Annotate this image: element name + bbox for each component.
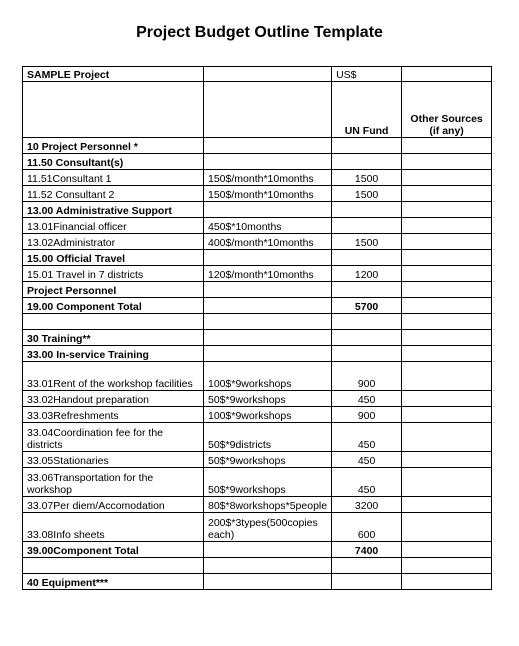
un-fund-cell: 450 bbox=[332, 452, 402, 468]
un-fund-cell: 7400 bbox=[332, 542, 402, 558]
other-sources-cell bbox=[402, 234, 492, 250]
table-row bbox=[23, 330, 492, 346]
un-fund-header: UN Fund bbox=[332, 82, 402, 138]
item-cell: 19.00 Component Total bbox=[23, 298, 204, 314]
item-cell: 15.00 Official Travel bbox=[23, 250, 204, 266]
detail-cell bbox=[204, 558, 332, 574]
table-row bbox=[23, 574, 492, 590]
detail-cell: 450$*10months bbox=[204, 218, 332, 234]
table-row bbox=[23, 558, 492, 574]
item-cell: 33.05Stationaries bbox=[23, 452, 204, 468]
table-row bbox=[23, 513, 492, 542]
other-sources-cell bbox=[402, 154, 492, 170]
un-fund-cell bbox=[332, 138, 402, 154]
detail-cell bbox=[204, 202, 332, 218]
item-cell: 11.50 Consultant(s) bbox=[23, 154, 204, 170]
other-sources-cell bbox=[402, 330, 492, 346]
table-row bbox=[23, 346, 492, 362]
item-cell: 10 Project Personnel * bbox=[23, 138, 204, 154]
un-fund-cell bbox=[332, 346, 402, 362]
item-cell bbox=[23, 314, 204, 330]
header-blank-cell bbox=[23, 82, 204, 138]
other-sources-cell bbox=[402, 558, 492, 574]
header-blank-cell bbox=[204, 67, 332, 82]
un-fund-cell: 900 bbox=[332, 407, 402, 423]
un-fund-cell: 1500 bbox=[332, 170, 402, 186]
table-row bbox=[23, 154, 492, 170]
detail-cell: 50$*9districts bbox=[204, 423, 332, 452]
item-cell: 13.00 Administrative Support bbox=[23, 202, 204, 218]
un-fund-cell bbox=[332, 202, 402, 218]
other-sources-cell bbox=[402, 362, 492, 391]
table-row bbox=[23, 266, 492, 282]
header-row-2 bbox=[23, 82, 492, 138]
table-row bbox=[23, 542, 492, 558]
detail-cell: 200$*3types(500copies each) bbox=[204, 513, 332, 542]
un-fund-cell bbox=[332, 154, 402, 170]
table-row bbox=[23, 250, 492, 266]
other-sources-cell bbox=[402, 170, 492, 186]
other-sources-cell bbox=[402, 423, 492, 452]
table-row bbox=[23, 282, 492, 298]
detail-cell bbox=[204, 138, 332, 154]
currency-cell: US$ bbox=[332, 67, 402, 82]
un-fund-cell bbox=[332, 250, 402, 266]
un-fund-cell: 900 bbox=[332, 362, 402, 391]
detail-cell bbox=[204, 314, 332, 330]
table-row bbox=[23, 234, 492, 250]
other-sources-cell bbox=[402, 346, 492, 362]
item-cell: 33.01Rent of the workshop facilities bbox=[23, 362, 204, 391]
other-sources-cell bbox=[402, 542, 492, 558]
document-title: Project Budget Outline Template bbox=[136, 24, 383, 41]
header-blank-cell bbox=[402, 67, 492, 82]
project-name-cell: SAMPLE Project bbox=[23, 67, 204, 82]
detail-cell bbox=[204, 330, 332, 346]
un-fund-cell bbox=[332, 330, 402, 346]
un-fund-cell: 450 bbox=[332, 468, 402, 497]
un-fund-cell: 450 bbox=[332, 423, 402, 452]
un-fund-cell: 600 bbox=[332, 513, 402, 542]
un-fund-cell: 3200 bbox=[332, 497, 402, 513]
other-sources-header: Other Sources (if any) bbox=[402, 82, 492, 138]
un-fund-cell bbox=[332, 558, 402, 574]
item-cell: 15.01 Travel in 7 districts bbox=[23, 266, 204, 282]
detail-cell: 80$*8workshops*5people bbox=[204, 497, 332, 513]
table-row bbox=[23, 423, 492, 452]
header-blank-cell bbox=[204, 82, 332, 138]
table-row bbox=[23, 497, 492, 513]
item-cell: 30 Training** bbox=[23, 330, 204, 346]
table-row bbox=[23, 391, 492, 407]
other-sources-cell bbox=[402, 138, 492, 154]
item-cell: 33.07Per diem/Accomodation bbox=[23, 497, 204, 513]
detail-cell bbox=[204, 298, 332, 314]
detail-cell: 50$*9workshops bbox=[204, 391, 332, 407]
table-row bbox=[23, 314, 492, 330]
other-sources-cell bbox=[402, 250, 492, 266]
un-fund-cell: 450 bbox=[332, 391, 402, 407]
table-row bbox=[23, 186, 492, 202]
detail-cell: 120$/month*10months bbox=[204, 266, 332, 282]
item-cell: 33.03Refreshments bbox=[23, 407, 204, 423]
detail-cell bbox=[204, 574, 332, 590]
item-cell: 33.00 In-service Training bbox=[23, 346, 204, 362]
detail-cell: 50$*9workshops bbox=[204, 468, 332, 497]
detail-cell: 150$/month*10months bbox=[204, 170, 332, 186]
item-cell: 11.51Consultant 1 bbox=[23, 170, 204, 186]
item-cell: 13.02Administrator bbox=[23, 234, 204, 250]
budget-table bbox=[22, 66, 492, 590]
item-cell: 33.02Handout preparation bbox=[23, 391, 204, 407]
detail-cell bbox=[204, 542, 332, 558]
detail-cell: 50$*9workshops bbox=[204, 452, 332, 468]
other-sources-cell bbox=[402, 468, 492, 497]
un-fund-cell bbox=[332, 314, 402, 330]
detail-cell: 100$*9workshops bbox=[204, 407, 332, 423]
table-row bbox=[23, 407, 492, 423]
other-sources-cell bbox=[402, 497, 492, 513]
other-sources-cell bbox=[402, 202, 492, 218]
table-row bbox=[23, 468, 492, 497]
item-cell: Project Personnel bbox=[23, 282, 204, 298]
table-row bbox=[23, 218, 492, 234]
other-sources-cell bbox=[402, 314, 492, 330]
other-sources-cell bbox=[402, 266, 492, 282]
item-cell: 39.00Component Total bbox=[23, 542, 204, 558]
detail-cell: 150$/month*10months bbox=[204, 186, 332, 202]
other-sources-cell bbox=[402, 186, 492, 202]
item-cell: 33.08Info sheets bbox=[23, 513, 204, 542]
other-sources-cell bbox=[402, 574, 492, 590]
detail-cell bbox=[204, 250, 332, 266]
item-cell: 11.52 Consultant 2 bbox=[23, 186, 204, 202]
header-row-1 bbox=[23, 67, 492, 82]
other-sources-cell bbox=[402, 513, 492, 542]
other-sources-cell bbox=[402, 218, 492, 234]
un-fund-cell bbox=[332, 218, 402, 234]
detail-cell bbox=[204, 282, 332, 298]
un-fund-cell: 1500 bbox=[332, 234, 402, 250]
detail-cell: 100$*9workshops bbox=[204, 362, 332, 391]
other-sources-cell bbox=[402, 298, 492, 314]
un-fund-cell: 1500 bbox=[332, 186, 402, 202]
table-row bbox=[23, 452, 492, 468]
detail-cell bbox=[204, 154, 332, 170]
detail-cell: 400$/month*10months bbox=[204, 234, 332, 250]
other-sources-cell bbox=[402, 452, 492, 468]
table-row bbox=[23, 202, 492, 218]
detail-cell bbox=[204, 346, 332, 362]
other-sources-cell bbox=[402, 391, 492, 407]
un-fund-cell bbox=[332, 282, 402, 298]
item-cell bbox=[23, 558, 204, 574]
un-fund-cell bbox=[332, 574, 402, 590]
un-fund-cell: 1200 bbox=[332, 266, 402, 282]
table-row bbox=[23, 298, 492, 314]
item-cell: 40 Equipment*** bbox=[23, 574, 204, 590]
other-sources-cell bbox=[402, 407, 492, 423]
table-row bbox=[23, 138, 492, 154]
other-sources-cell bbox=[402, 282, 492, 298]
un-fund-cell: 5700 bbox=[332, 298, 402, 314]
item-cell: 33.06Transportation for the workshop bbox=[23, 468, 204, 497]
table-row bbox=[23, 362, 492, 391]
item-cell: 33.04Coordination fee for the districts bbox=[23, 423, 204, 452]
table-row bbox=[23, 170, 492, 186]
budget-rows bbox=[23, 138, 492, 590]
item-cell: 13.01Financial officer bbox=[23, 218, 204, 234]
